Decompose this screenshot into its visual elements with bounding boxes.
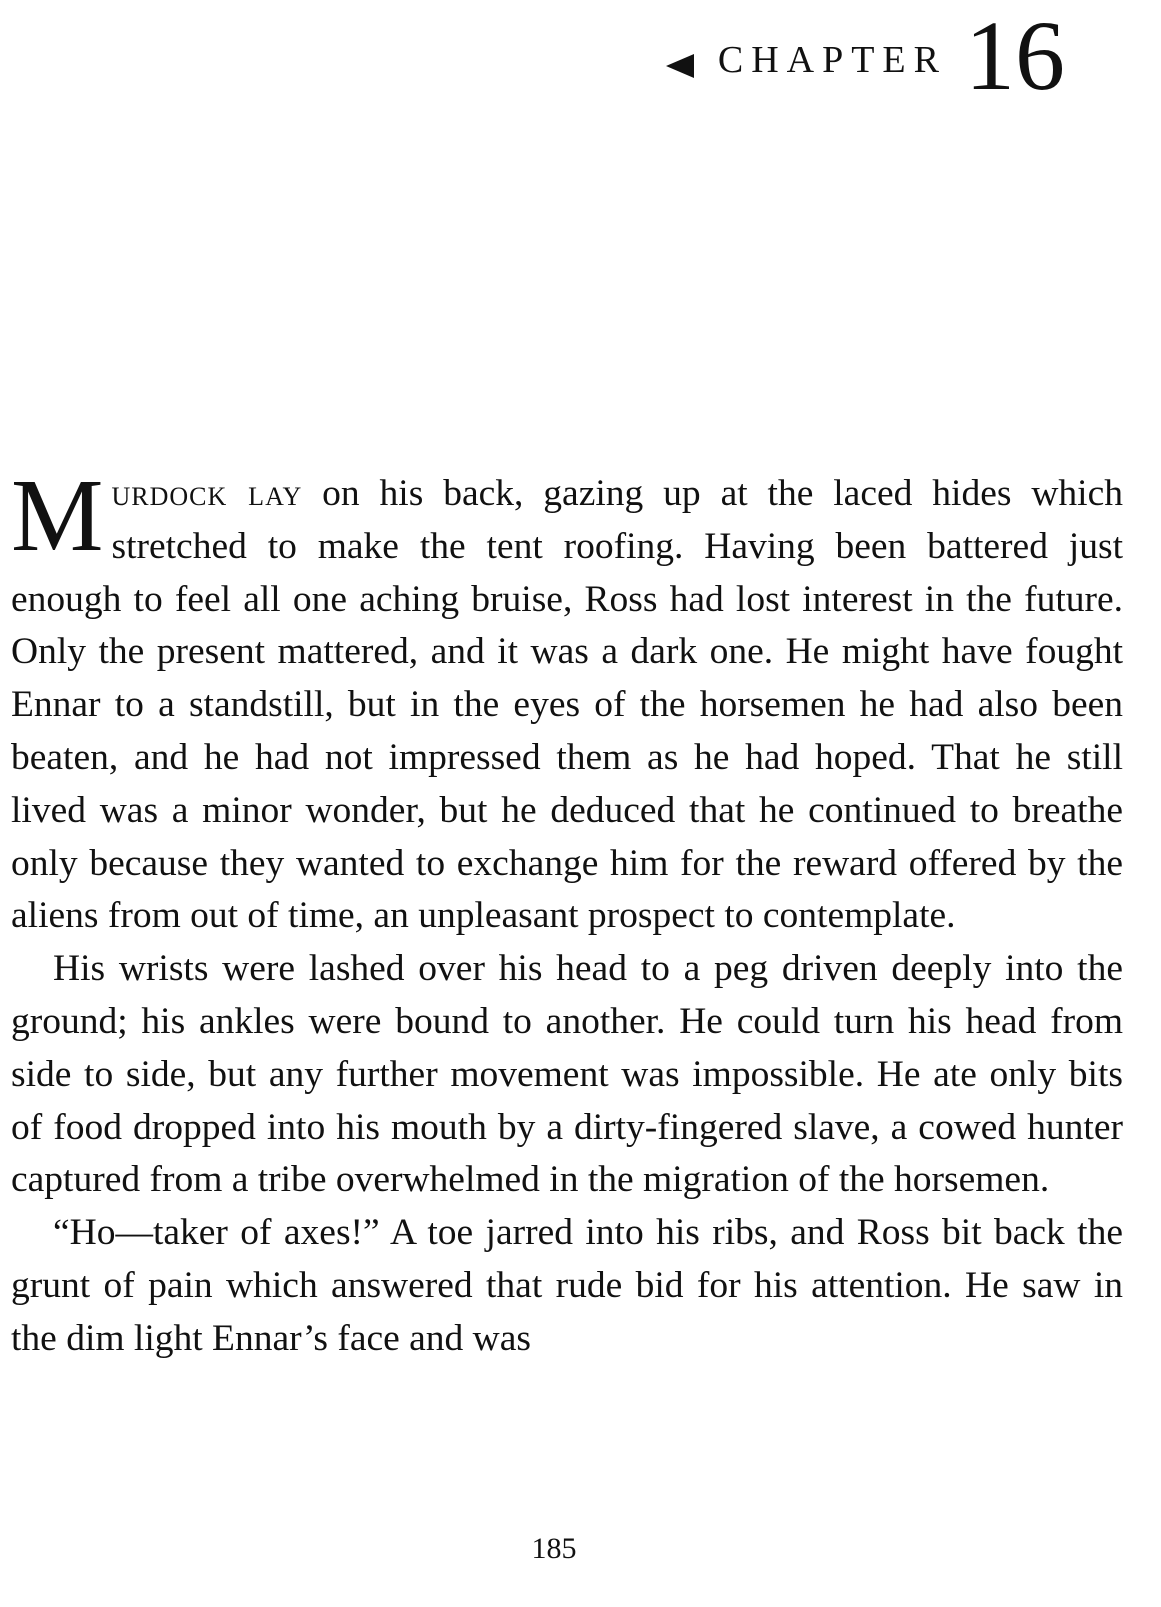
chapter-arrow-icon [666,54,694,78]
paragraph-3: “Ho—taker of axes!” A toe jarred into his ribs, and Ross bit back the grunt of pain which answered that rude bid for his attention. He saw in the dim light Ennar’s face and was [11,1212,1123,1359]
body-text [11,458,1123,1366]
chapter-label: CHAPTER [717,39,947,81]
paragraph-1-text: on his back, gazing up at the laced hides which stretched to make the tent roofing. Having been battered just enough to feel all one aching bruise, Ross had lost interest in the future. Only the present mattered, and it was a dark one. He might have fought Ennar to a standstill, but in the eyes of the horsemen he had also been beaten, and he had not impressed them as he had hoped. That he still lived was a minor wonder, but he deduced that he continued to breathe only because they wanted to exchange him for the reward offered by the aliens from out of time, an unpleasant prospect to contemplate. [11,473,1123,937]
paragraph-2: His wrists were lashed over his head to a peg driven deeply into the ground; his ankles were bound to another. He could turn his head from side to side, but any further movement was impossible. He ate only bits of food dropped into his mouth by a dirty-fingered slave, a cowed hunter captured from a tribe overwhelmed in the migration of the horsemen. [11,948,1123,1201]
drop-cap: M [11,458,104,573]
chapter-heading [666,0,1065,111]
page-number: 185 [531,1532,577,1565]
paragraph-1 [11,458,1123,943]
opening-smallcaps: urdock lay [111,473,303,514]
chapter-number: 16 [965,0,1065,111]
